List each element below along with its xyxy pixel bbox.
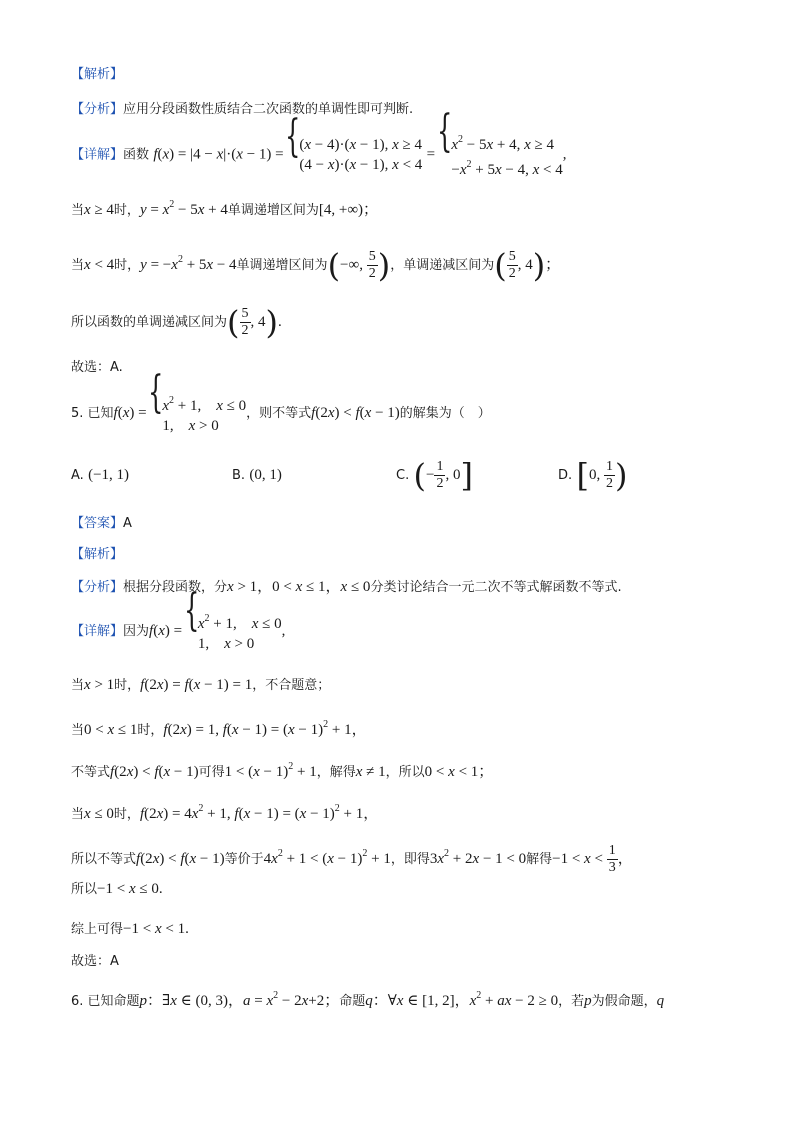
- fenxi-line-1: [71, 100, 413, 119]
- option-b-label: B.: [232, 468, 246, 483]
- s2-l4-mid: 时，: [113, 807, 140, 822]
- s2-l5-mid: 等价于: [224, 852, 264, 867]
- s2-l2-pre: 当: [71, 723, 85, 738]
- q5-number: 5. 已知: [71, 406, 114, 421]
- s2-l1-pre: 当: [71, 678, 85, 693]
- option-d-label: D.: [558, 468, 573, 483]
- option-b[interactable]: B. (0, 1): [232, 467, 282, 483]
- fenxi-tail-2: 分类讨论结合一元二次不等式解函数不等式.: [370, 580, 622, 595]
- s2-l3-mid2: ，解得: [316, 765, 356, 780]
- s2-l5: 所以不等式f(2x) < f(x − 1)等价于$4x^2 + 1 < (x - 1)^2 + 1$，即得$3x^2 + 2x - 1 < 0$解得−1 < x < $\frac{1}{3}$ ，: [71, 843, 633, 875]
- s2-l4: 当x ≤ 0时，$f(2x) = 4x^2 + 1$, $f(x - 1) = (x - 1)^2 + 1$，: [71, 803, 379, 822]
- q5-line: 5. 已知f(x) = { $x^2 + 1$, x ≤ 0 1, x > 0 ，则不等式f(2x) < f(x − 1)的解集为（ ）: [71, 390, 491, 436]
- s2-l3-mid3: ，所以: [385, 765, 425, 780]
- s2-l1-mid: 时，: [114, 678, 141, 693]
- s2-l2-mid: 时，: [137, 723, 164, 738]
- line-b-pre: 当: [71, 258, 85, 273]
- xiangjie-tag-2: 【详解】: [71, 624, 124, 639]
- q6-number: 6. 已知命题: [71, 994, 140, 1009]
- q6-mid1: 命题: [339, 994, 366, 1009]
- s2-l3-pre: 不等式: [71, 765, 111, 780]
- q6-mid3: 为假命题，: [591, 994, 657, 1009]
- q6-line: 6. 已知命题p：∃x ∈ (0, 3)，$a = x^2 - 2x+2$；命题q：∀x ∈ [1, 2]，$x^2$ + ax − 2 ≥ 0，若p为假命题，q: [71, 990, 665, 1009]
- line-b-end2: ，单调递减区间为: [390, 258, 495, 273]
- line-b: 当x < 4时，$y = -x^2 + 5x - 4$单调递增区间为(−∞, $\frac{5}{2}$ )，单调递减区间为( $\frac{5}{2}$ , 4)；: [71, 246, 561, 285]
- s2-l1-tail: ，不合题意；: [252, 678, 331, 693]
- jiexi-tag-2: 【解析】: [71, 547, 124, 562]
- option-c[interactable]: C. (− $\frac{1}{2}$ , 0]: [396, 456, 473, 495]
- s2-l4-pre: 当: [71, 807, 85, 822]
- daan-tag: 【答案】: [71, 516, 124, 531]
- s2-l5-mid3: 解得: [526, 852, 553, 867]
- s2-l5-mid2: ，即得: [390, 852, 430, 867]
- cases-2: { $x^2 - 5x + 4$, x ≥ 4 $-x^2 + 5x - 4$, x < 4: [439, 130, 562, 180]
- fenxi-lead-2: 根据分段函数，分: [123, 580, 228, 595]
- xiangjie-line-1: 【详解】函数 f(x) = |4 − x|·(x − 1) = { (x − 4)·(x − 1), x ≥ 4 (4 − x)·(x − 1), x < 4 = { $x^2 - 5x + 4$, x ≥ 4 $-x^2 + 5x - 4$, x < 4 ,: [71, 130, 566, 176]
- answer-1: 故选：A.: [71, 360, 123, 375]
- cases-1: { (x − 4)·(x − 1), x ≥ 4 (4 − x)·(x − 1), x < 4: [287, 135, 422, 175]
- s2-l7-pre: 综上可得: [71, 922, 124, 937]
- s2-l3: 不等式f(2x) < f(x − 1)可得$1 < (x - 1)^2 + 1$，解得x ≠ 1，所以0 < x < 1；: [71, 761, 494, 780]
- line-a-pre: 当: [71, 203, 85, 218]
- line-c-text: 所以函数的单调递减区间为: [71, 315, 228, 330]
- s2-l3-mid: 可得: [198, 765, 225, 780]
- s2-l6: 所以−1 < x ≤ 0.: [71, 881, 163, 897]
- s2-l5-pre: 所以不等式: [71, 852, 137, 867]
- option-a[interactable]: A. (−1, 1): [71, 467, 130, 483]
- daan-value: A: [123, 516, 132, 531]
- answer-2: 故选：A: [71, 954, 119, 969]
- option-d[interactable]: D. [0, $\frac{1}{2}$ ): [558, 456, 628, 495]
- line-a-mid: 时，: [113, 203, 140, 218]
- xiangjie-lead-1: 函数: [123, 147, 150, 163]
- xiangjie-tag-1: 【详解】: [71, 147, 124, 163]
- s2-l2: 当0 < x ≤ 1时，f(2x) = 1, $f(x - 1) = (x - 1)^2 + 1$，: [71, 719, 367, 738]
- q5-tail: 的解集为（ ）: [399, 406, 491, 421]
- line-a-end: 单调递增区间为: [227, 203, 319, 218]
- option-a-label: A.: [71, 468, 84, 483]
- q5-mid: ，则不等式: [246, 406, 312, 421]
- xiangjie-line-2: 【详解】因为f(x) = { $x^2 + 1$, x ≤ 0 1, x > 0 ,: [71, 608, 285, 654]
- fenxi-line-2: 【分析】根据分段函数，分x > 1，0 < x ≤ 1，x ≤ 0分类讨论结合一元二次不等式解函数不等式.: [71, 579, 622, 595]
- fenxi-tag-1: 【分析】: [71, 102, 124, 117]
- option-c-label: C.: [396, 468, 410, 483]
- xiangjie-lead-2: 因为: [123, 624, 150, 639]
- jiexi-tag-1: 【解析】: [71, 67, 124, 82]
- q5-options: [71, 455, 771, 495]
- s2-l1: 当x > 1时，f(2x) = f(x − 1) = 1，不合题意；: [71, 677, 331, 693]
- q6-mid2: ，若: [558, 994, 585, 1009]
- line-b-mid: 时，: [114, 258, 141, 273]
- fenxi-text-1: 应用分段函数性质结合二次函数的单调性即可判断.: [123, 102, 414, 117]
- s2-l7: 综上可得−1 < x < 1.: [71, 921, 189, 937]
- daan-line: [71, 514, 132, 533]
- q5-cases: { $x^2 + 1$, x ≤ 0 1, x > 0: [150, 391, 246, 436]
- line-b-end1: 单调递增区间为: [236, 258, 328, 273]
- cases-3: { $x^2 + 1$, x ≤ 0 1, x > 0: [186, 609, 282, 654]
- s2-l6-pre: 所以: [71, 882, 98, 897]
- formula-f-def: f: [153, 146, 158, 163]
- line-a: 当x ≥ 4时，$y = x^2 - 5x + 4$单调递增区间为[4, +∞)；: [71, 199, 379, 218]
- line-c: 所以函数的单调递减区间为( $\frac{5}{2}$ , 4).: [71, 303, 282, 342]
- fenxi-tag-2: 【分析】: [71, 580, 124, 595]
